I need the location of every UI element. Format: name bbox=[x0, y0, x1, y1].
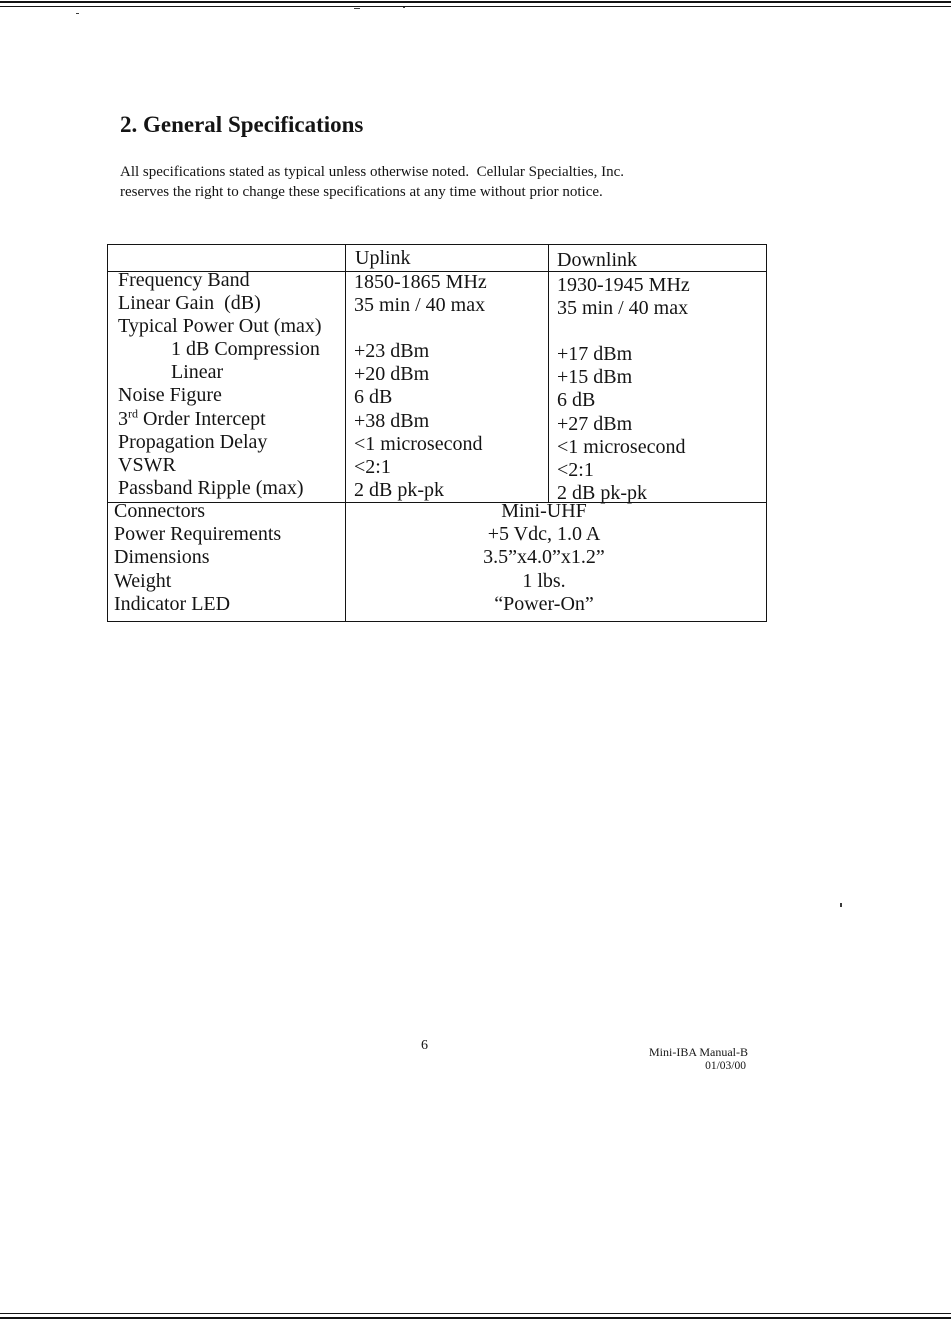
uplink-value: +23 dBm bbox=[354, 340, 430, 363]
row-label: Connectors bbox=[114, 500, 206, 522]
row-label: VSWR bbox=[118, 453, 176, 476]
scan-speck bbox=[76, 13, 79, 14]
downlink-value: <1 microsecond bbox=[557, 435, 686, 458]
row-label bbox=[108, 405, 346, 431]
row-label: Noise Figure bbox=[118, 384, 222, 407]
spec-row-power-requirements bbox=[108, 523, 766, 546]
scan-speck bbox=[403, 7, 405, 8]
intro-paragraph bbox=[120, 162, 624, 202]
bottom-border-thin bbox=[0, 1313, 951, 1314]
per-link-spec-rows bbox=[108, 269, 766, 504]
document-id: Mini-IBA Manual-B bbox=[649, 1045, 748, 1059]
spec-table bbox=[107, 244, 767, 622]
downlink-value: +27 dBm bbox=[557, 412, 633, 435]
row-label: Power Requirements bbox=[114, 523, 282, 546]
row-label: Frequency Band bbox=[118, 269, 250, 291]
column-header-uplink: Uplink bbox=[355, 247, 411, 269]
scan-speck bbox=[840, 903, 842, 907]
spec-row-indicator-led bbox=[108, 593, 766, 616]
downlink-value: <2:1 bbox=[557, 458, 594, 481]
row-label: 1 dB Compression bbox=[171, 338, 320, 361]
uplink-value: <2:1 bbox=[354, 455, 391, 478]
uplink-value: 2 dB pk-pk bbox=[354, 478, 444, 501]
uplink-value: +20 dBm bbox=[354, 363, 430, 386]
top-border-thick bbox=[0, 1, 951, 3]
intro-line: reserves the right to change these specifications at any time without prior notice. bbox=[120, 184, 603, 200]
downlink-value: 2 dB pk-pk bbox=[557, 481, 647, 504]
label-prefix: 3 bbox=[118, 407, 128, 430]
downlink-value: 35 min / 40 max bbox=[557, 297, 689, 320]
downlink-value: +17 dBm bbox=[557, 343, 633, 366]
row-label: Typical Power Out (max) bbox=[118, 315, 322, 338]
top-border-thin bbox=[0, 6, 951, 7]
uplink-value: 6 dB bbox=[354, 386, 393, 409]
uplink-value: <1 microsecond bbox=[354, 432, 483, 455]
row-label: Dimensions bbox=[114, 546, 210, 569]
row-label: Passband Ripple (max) bbox=[118, 476, 304, 499]
scan-speck bbox=[354, 8, 360, 9]
row-label: Linear Gain (dB) bbox=[118, 292, 261, 315]
common-value: 1 lbs. bbox=[522, 569, 566, 592]
page-number: 6 bbox=[421, 1038, 428, 1053]
column-header-downlink: Downlink bbox=[557, 249, 637, 271]
uplink-value: +38 dBm bbox=[354, 409, 430, 432]
spec-row-weight bbox=[108, 570, 766, 593]
common-value: +5 Vdc, 1.0 A bbox=[487, 523, 601, 546]
row-label: Weight bbox=[114, 569, 172, 592]
document-date: 01/03/00 bbox=[705, 1060, 746, 1072]
downlink-value: 1930-1945 MHz bbox=[557, 274, 690, 296]
spec-row-connectors bbox=[108, 500, 766, 523]
intro-line: All specifications stated as typical unless otherwise noted. Cellular Specialties, Inc. bbox=[120, 164, 625, 180]
uplink-value: 35 min / 40 max bbox=[354, 294, 486, 317]
label-suffix: Order Intercept bbox=[138, 407, 266, 430]
label-superscript: rd bbox=[128, 405, 138, 420]
section-heading: 2. General Specifications bbox=[120, 112, 364, 137]
common-value: “Power-On” bbox=[494, 592, 594, 615]
row-label: Propagation Delay bbox=[118, 430, 268, 453]
row-label: Linear bbox=[171, 361, 224, 384]
empty-cell bbox=[346, 317, 549, 340]
downlink-value: +15 dBm bbox=[557, 366, 633, 389]
row-label: Indicator LED bbox=[114, 592, 231, 615]
common-spec-rows bbox=[108, 500, 766, 616]
empty-cell bbox=[549, 320, 766, 343]
uplink-value: 1850-1865 MHz bbox=[354, 271, 487, 293]
bottom-border-thick bbox=[0, 1317, 951, 1319]
spec-row-dimensions bbox=[108, 546, 766, 569]
common-value: 3.5”x4.0”x1.2” bbox=[483, 546, 605, 569]
spec-row-frequency-band bbox=[108, 269, 766, 296]
common-value: Mini-UHF bbox=[501, 500, 587, 522]
downlink-value: 6 dB bbox=[557, 389, 596, 412]
